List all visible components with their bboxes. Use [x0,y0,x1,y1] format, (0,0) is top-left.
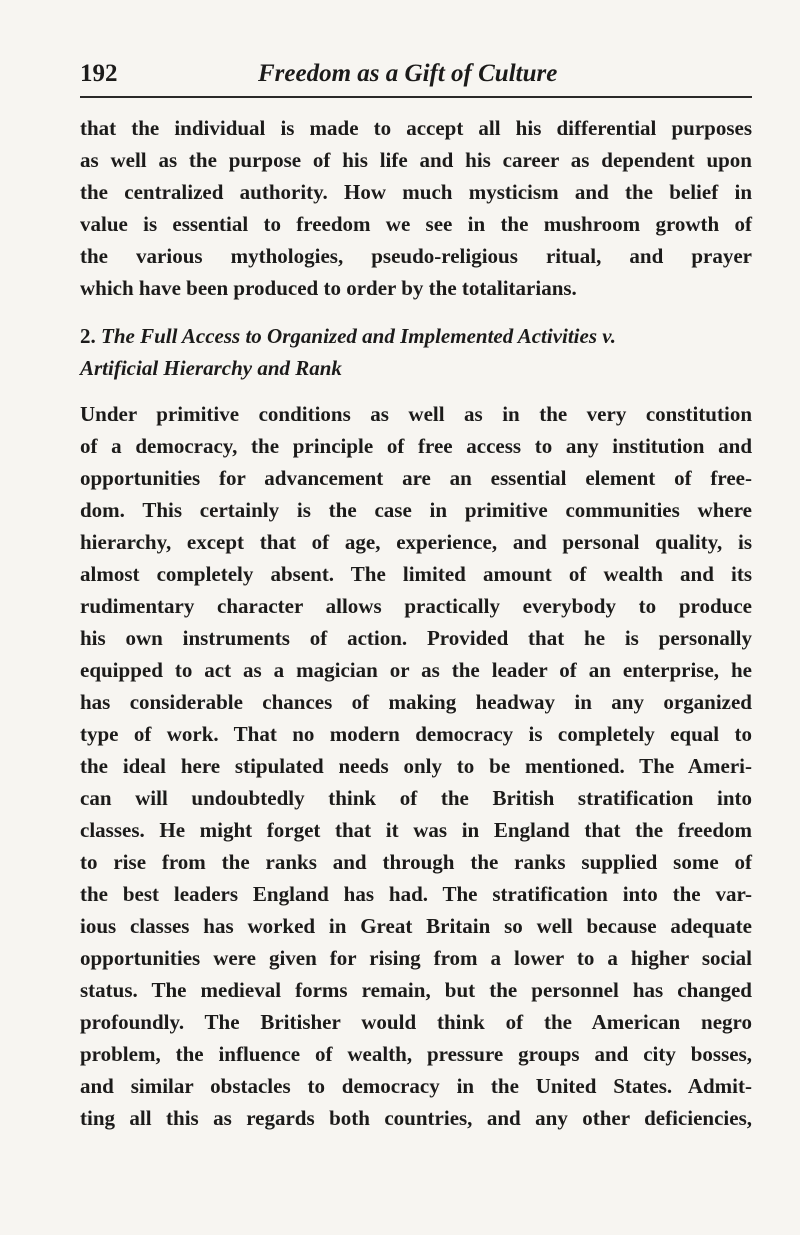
text-line: profoundly. The Britisher would think of the American negro [80,1010,752,1034]
text-line: Under primitive conditions as well as in the very constitution [80,402,752,426]
text-line: and similar obstacles to democracy in the United States. Admit- [80,1074,752,1098]
text-line: ious classes has worked in Great Britain so well because adequate [80,914,752,938]
paragraph-2 [80,398,752,1134]
running-head: Freedom as a Gift of Culture [258,60,558,87]
text-line: that the individual is made to accept all his differential purposes [80,116,752,140]
text-line: classes. He might forget that it was in England that the freedom [80,818,752,842]
section-title-part-1: The Full Access to Organized and Implemented Activities v. [101,324,617,348]
text-line: the ideal here stipulated needs only to be mentioned. The Ameri- [80,754,752,778]
text-line: opportunities were given for rising from a lower to a higher social [80,946,752,970]
page-number: 192 [80,60,118,87]
text-line: almost completely absent. The limited amount of wealth and its [80,562,752,586]
text-line: value is essential to freedom we see in the mushroom growth of [80,212,752,236]
header-rule [80,96,752,98]
text-line: the centralized authority. How much mysticism and the belief in [80,180,752,204]
text-line: dom. This certainly is the case in primitive communities where [80,498,752,522]
paragraph-1 [80,112,752,304]
page-header [80,52,752,96]
text-line: of a democracy, the principle of free access to any institution and [80,434,752,458]
text-line: his own instruments of action. Provided that he is personally [80,626,752,650]
text-line: which have been produced to order by the totalitarians. [80,276,577,300]
text-line: has considerable chances of making headway in any organized [80,690,752,714]
text-line: can will undoubtedly think of the British stratification into [80,786,752,810]
section-title-part-2: Artificial Hierarchy and Rank [80,356,342,380]
book-page [80,52,752,1134]
text-line: hierarchy, except that of age, experience, and personal quality, is [80,530,752,554]
text-line: the best leaders England has had. The stratification into the var- [80,882,752,906]
text-line: equipped to act as a magician or as the leader of an enterprise, he [80,658,752,682]
section-heading [80,320,752,384]
text-line: opportunities for advancement are an essential element of free- [80,466,752,490]
text-line: to rise from the ranks and through the ranks supplied some of [80,850,752,874]
text-line: status. The medieval forms remain, but the personnel has changed [80,978,752,1002]
section-heading-line-1 [80,320,752,352]
text-line: as well as the purpose of his life and his career as dependent upon [80,148,752,172]
text-line: the various mythologies, pseudo-religious ritual, and prayer [80,244,752,268]
text-line: problem, the influence of wealth, pressure groups and city bosses, [80,1042,752,1066]
text-line: type of work. That no modern democracy is completely equal to [80,722,752,746]
text-line: ting all this as regards both countries, and any other deficiencies, [80,1106,752,1130]
section-number: 2. [80,324,96,348]
text-line: rudimentary character allows practically everybody to produce [80,594,752,618]
